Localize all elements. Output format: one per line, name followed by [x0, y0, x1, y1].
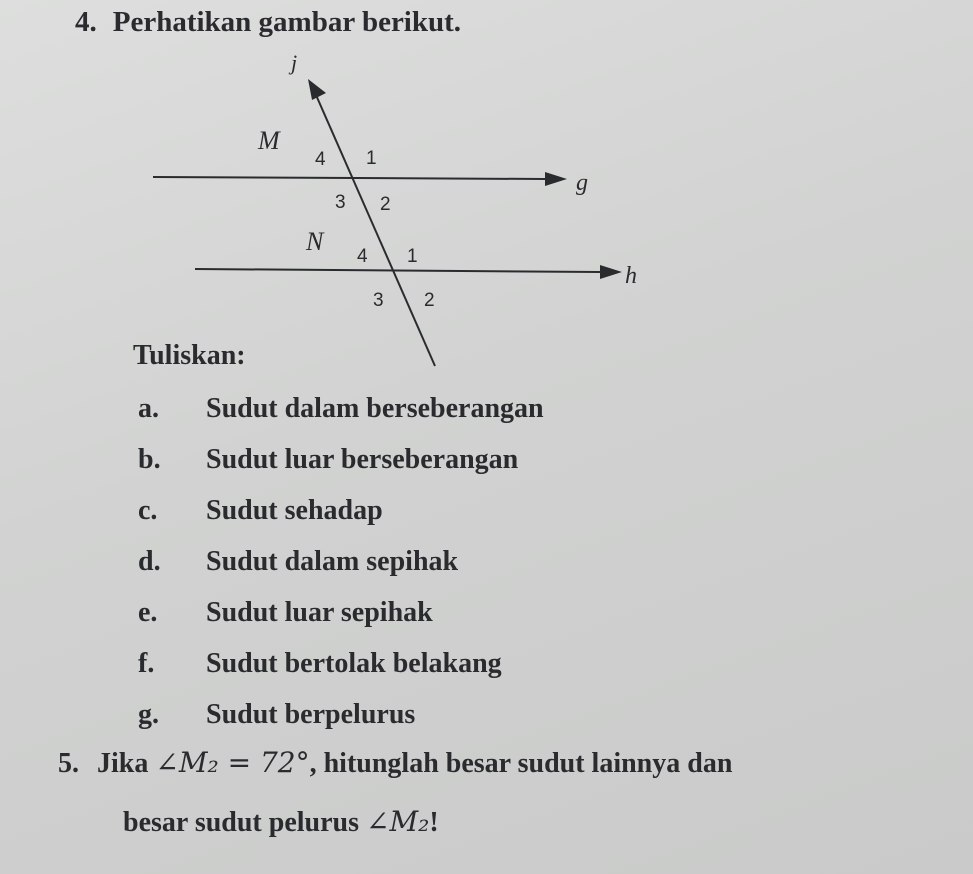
- given-angle-expression: ∠M₂ = 72°: [155, 746, 310, 779]
- angle-m-4: 4: [315, 149, 326, 170]
- task-text: Sudut berpelurus: [206, 699, 416, 730]
- task-letter: d.: [138, 546, 161, 577]
- line-g-arrowhead: [545, 172, 567, 186]
- line-h: [195, 269, 600, 272]
- angle-m-3: 3: [335, 192, 346, 213]
- question-prompt: Perhatikan gambar berikut.: [112, 6, 462, 38]
- angle-n-3: 3: [373, 290, 384, 311]
- angle-m-2: 2: [380, 194, 391, 215]
- question-5-text-after: , hitunglah besar sudut lainnya dan: [309, 748, 733, 779]
- question-5-text-before: Jika: [97, 748, 156, 779]
- task-text: Sudut luar sepihak: [206, 597, 433, 628]
- task-text: Sudut luar berseberangan: [206, 444, 519, 475]
- question-5-line-1: [58, 746, 732, 780]
- question-5-line-2-text: besar sudut pelurus: [123, 807, 367, 838]
- task-text: Sudut dalam berseberangan: [206, 393, 544, 424]
- task-item: [138, 699, 544, 750]
- task-letter: f.: [138, 648, 155, 679]
- line-h-arrowhead: [600, 265, 622, 279]
- task-list: [138, 393, 544, 750]
- label-m: M: [258, 126, 280, 155]
- task-item: [138, 597, 544, 648]
- label-j: j: [291, 50, 298, 75]
- angle-n-1: 1: [407, 246, 418, 267]
- question-5-line-2: [123, 805, 439, 839]
- task-text: Sudut dalam sepihak: [206, 546, 459, 577]
- angle-n-4: 4: [357, 246, 368, 267]
- angle-m-1: 1: [366, 148, 377, 169]
- target-angle-expression: ∠M₂: [366, 805, 430, 838]
- question-number: 4.: [75, 6, 97, 38]
- task-item: [138, 546, 544, 597]
- task-item: [138, 648, 544, 699]
- task-letter: c.: [138, 495, 158, 526]
- line-j-arrowhead: [308, 79, 326, 100]
- question-number: 5.: [58, 748, 79, 779]
- task-letter: g.: [138, 699, 159, 730]
- question-5-line-2-end: !: [429, 807, 439, 838]
- instruction-label: Tuliskan:: [133, 340, 246, 371]
- task-item: [138, 393, 544, 444]
- task-item: [138, 495, 544, 546]
- label-g: g: [576, 170, 588, 196]
- line-g: [153, 177, 545, 179]
- task-letter: b.: [138, 444, 161, 475]
- task-letter: e.: [138, 597, 158, 628]
- task-text: Sudut bertolak belakang: [206, 648, 502, 679]
- task-letter: a.: [138, 393, 159, 424]
- label-n: N: [306, 227, 324, 256]
- angle-n-2: 2: [424, 290, 435, 311]
- task-item: [138, 444, 544, 495]
- task-text: Sudut sehadap: [206, 495, 383, 526]
- label-h: h: [625, 263, 637, 289]
- line-j: [316, 95, 435, 366]
